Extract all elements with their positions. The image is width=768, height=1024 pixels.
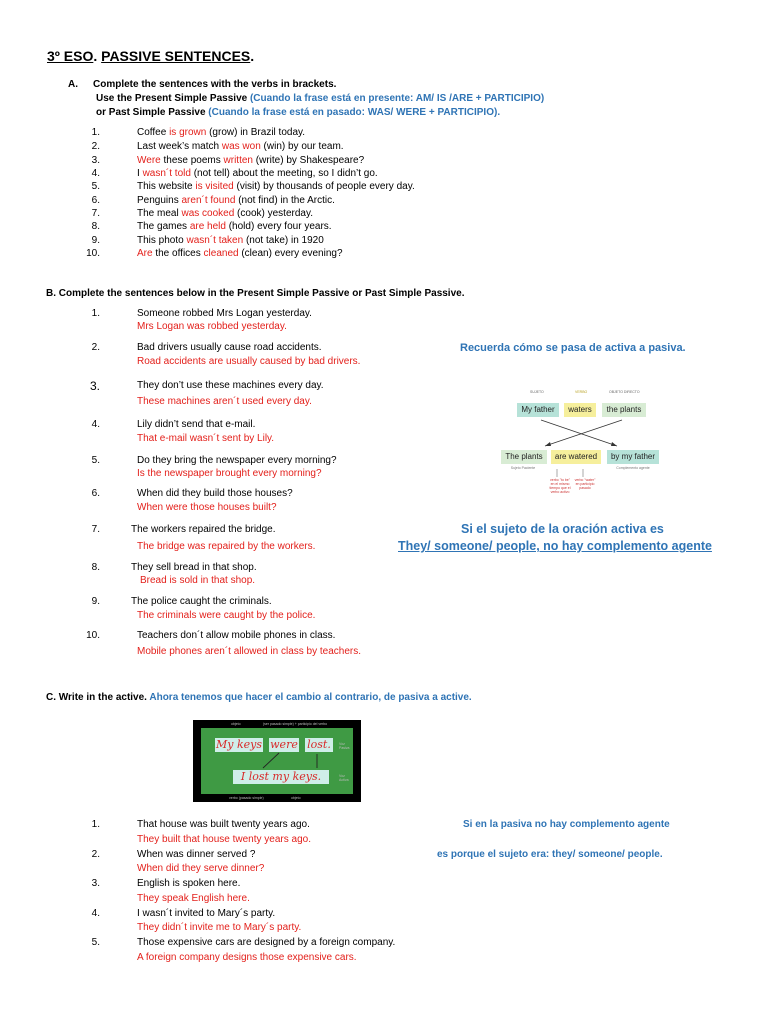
- header-objeto: OBJETO DIRECTO: [609, 390, 640, 394]
- green-board: [201, 728, 353, 794]
- box-the-plants-passive: The plants: [501, 450, 547, 464]
- item-number: 6.: [91, 195, 100, 206]
- item-number: 1.: [91, 127, 100, 138]
- exercise-c-question: Those expensive cars are designed by a foreign company.: [137, 937, 396, 948]
- note-sujeto-1: Si el sujeto de la oración activa es: [461, 522, 664, 536]
- sentence-text: (not take) in 1920: [243, 235, 324, 246]
- exercise-a-line: [137, 195, 335, 207]
- section-a-letter: A.: [68, 79, 78, 90]
- sentence-text: (grow) in Brazil today.: [206, 127, 306, 138]
- exercise-c-answer: They didn´t invite me to Mary´s party.: [137, 922, 302, 933]
- exercise-b-answer: The criminals were caught by the police.: [137, 610, 316, 621]
- exercise-c-answer: They speak English here.: [137, 893, 250, 904]
- sentence-text: Last week’s match: [137, 141, 222, 152]
- sentence-text: (not tell) about the meeting, so I didn’t go.: [190, 168, 378, 179]
- sub-participio: verbo "water" en participio pasado: [574, 478, 596, 490]
- exercise-a-line: [137, 168, 378, 180]
- exercise-b-question: Someone robbed Mrs Logan yesterday.: [137, 308, 312, 319]
- sentence-text: (write) by Shakespeare?: [252, 155, 365, 166]
- exercise-c-question: That house was built twenty years ago.: [137, 819, 310, 830]
- note-sujeto-2: They/ someone/ people, no hay complemento agente: [398, 539, 712, 553]
- item-number: 2.: [91, 342, 100, 353]
- label-bottom-objeto: objeto: [291, 796, 301, 800]
- exercise-c-answer: A foreign company designs those expensive cars.: [137, 952, 357, 963]
- exercise-b-question: Teachers don´t allow mobile phones in class.: [137, 630, 336, 641]
- exercise-c-question: I wasn´t invited to Mary´s party.: [137, 908, 276, 919]
- box-are-watered: are watered: [551, 450, 601, 464]
- exercise-b-answer: Bread is sold in that shop.: [140, 575, 256, 586]
- exercise-b-question: They don’t use these machines every day.: [137, 380, 324, 391]
- exercise-a-line: [137, 181, 415, 193]
- sentence-text: (hold) every four years.: [225, 221, 332, 232]
- line3-blue: (Cuando la frase está en pasado: WAS/ WERE + PARTICIPIO).: [208, 107, 501, 118]
- item-number: 1.: [91, 308, 100, 319]
- card-lost: lost.: [305, 738, 333, 752]
- item-number: 5.: [91, 181, 100, 192]
- section-a-instruction: Complete the sentences with the verbs in brackets.: [93, 79, 337, 90]
- exercise-a-line: [137, 208, 313, 220]
- item-number: 9.: [91, 235, 100, 246]
- card-my-keys: My keys: [215, 738, 262, 751]
- exercise-a-line: [137, 221, 332, 233]
- item-number: 3.: [89, 379, 100, 393]
- exercise-c-answer: They built that house twenty years ago.: [137, 834, 311, 845]
- item-number: 1.: [91, 819, 100, 830]
- item-number: 2.: [91, 849, 100, 860]
- sentence-text: This website: [137, 181, 196, 192]
- note-c-2: es porque el sujeto era: they/ someone/ people.: [437, 849, 663, 860]
- exercise-b-answer: These machines aren´t used every day.: [137, 396, 312, 407]
- answer-verb: is visited: [195, 181, 234, 192]
- exercise-b-question: The police caught the criminals.: [131, 596, 272, 607]
- line2-black: Use the Present Simple Passive: [96, 93, 250, 104]
- sentence-text: (not find) in the Arctic.: [235, 195, 335, 206]
- note-c-1: Si en la pasiva no hay complemento agente: [463, 819, 670, 830]
- exercise-a-line: [137, 127, 305, 139]
- sub-complemento: Complemento agente: [616, 466, 650, 470]
- sentence-text: (cook) yesterday.: [234, 208, 314, 219]
- exercise-c-answer: When did they serve dinner?: [137, 863, 265, 874]
- item-number: 5.: [91, 455, 100, 466]
- sentence-text: The games: [137, 221, 190, 232]
- page-title: [47, 48, 254, 64]
- sub-verbo: verbo "to be" en el mismo tiempo que el verbo activo: [549, 478, 571, 494]
- answer-verb: written: [223, 155, 253, 166]
- label-voz-pasiva: Voz Pasiva: [339, 742, 350, 750]
- item-number: 8.: [91, 221, 100, 232]
- answer-verb: Were: [137, 155, 161, 166]
- exercise-b-question: When did they build those houses?: [137, 488, 293, 499]
- exercise-b-answer: Road accidents are usually caused by bad drivers.: [137, 356, 361, 367]
- item-number: 9.: [91, 596, 100, 607]
- active-passive-diagram: [497, 386, 665, 494]
- sentence-text: the offices: [152, 248, 204, 259]
- card-were: were: [270, 738, 298, 751]
- label-top: (ser pasado simple) + participio del verbo: [263, 722, 328, 726]
- exercise-a-line: [137, 141, 344, 153]
- title-dot: .: [250, 48, 255, 64]
- item-number: 4.: [91, 908, 100, 919]
- answer-verb: Are: [137, 248, 153, 259]
- keys-arrows-svg: [201, 728, 353, 794]
- box-by-my-father: by my father: [607, 450, 659, 464]
- item-number: 4.: [91, 168, 100, 179]
- item-number: 7.: [91, 208, 100, 219]
- label-voz-activa: Voz Activa: [339, 774, 349, 782]
- item-number: 8.: [91, 562, 100, 573]
- sentence-text: Coffee: [137, 127, 170, 138]
- exercise-b-question: Do they bring the newspaper every morning?: [137, 455, 337, 466]
- answer-verb: was cooked: [181, 208, 235, 219]
- section-c-heading: [46, 692, 472, 704]
- item-number: 7.: [91, 524, 100, 535]
- sentence-text: these poems: [160, 155, 224, 166]
- title-course: 3º ESO: [47, 48, 94, 64]
- label-objeto-top: objeto: [231, 722, 241, 726]
- sentence-text: This photo: [137, 235, 187, 246]
- exercise-a-line: [137, 235, 324, 247]
- section-c-heading-black: C. Write in the active.: [46, 692, 150, 703]
- sentence-text: (clean) every evening?: [238, 248, 343, 259]
- box-waters: waters: [564, 403, 596, 417]
- exercise-b-answer: Mobile phones aren´t allowed in class by teachers.: [137, 646, 362, 657]
- label-bottom: verbo (pasado simple): [229, 796, 264, 800]
- exercise-c-question: When was dinner served ?: [137, 849, 256, 860]
- sentence-text: (visit) by thousands of people every day.: [233, 181, 415, 192]
- exercise-b-question: Bad drivers usually cause road accidents.: [137, 342, 322, 353]
- sentence-text: I: [137, 168, 143, 179]
- answer-verb: are held: [189, 221, 226, 232]
- answer-verb: aren´t found: [181, 195, 236, 206]
- item-number: 6.: [91, 488, 100, 499]
- passive-active-keys-image: [193, 720, 361, 802]
- box-the-plants: the plants: [602, 403, 646, 417]
- title-topic: PASSIVE SENTENCES: [101, 48, 251, 64]
- item-number: 2.: [91, 141, 100, 152]
- section-c-heading-blue: Ahora tenemos que hacer el cambio al contrario, de pasiva a active.: [149, 692, 472, 703]
- item-number: 10.: [86, 248, 100, 259]
- exercise-a-line: [137, 248, 343, 260]
- sentence-text: The meal: [137, 208, 182, 219]
- sentence-text: (win) by our team.: [260, 141, 344, 152]
- exercise-b-answer: Mrs Logan was robbed yesterday.: [137, 321, 287, 332]
- item-number: 3.: [91, 878, 100, 889]
- header-verbo: VERBO: [575, 390, 588, 394]
- line2-blue: (Cuando la frase está en presente: AM/ IS /ARE + PARTICIPIO): [249, 93, 545, 104]
- title-dot: .: [93, 48, 98, 64]
- section-b-heading: B. Complete the sentences below in the Present Simple Passive or Past Simple Passive.: [46, 288, 465, 299]
- item-number: 5.: [91, 937, 100, 948]
- answer-verb: was won: [221, 141, 261, 152]
- item-number: 4.: [91, 419, 100, 430]
- exercise-b-answer: Is the newspaper brought every morning?: [137, 468, 322, 479]
- header-sujeto: SUJETO: [530, 390, 544, 394]
- answer-verb: cleaned: [203, 248, 239, 259]
- sub-sujeto: Sujeto Paciente: [510, 466, 536, 470]
- answer-verb: wasn´t taken: [186, 235, 244, 246]
- exercise-b-question: They sell bread in that shop.: [131, 562, 257, 573]
- item-number: 3.: [91, 155, 100, 166]
- exercise-b-question: The workers repaired the bridge.: [131, 524, 276, 535]
- line3-black: or Past Simple Passive: [96, 107, 209, 118]
- exercise-b-answer: The bridge was repaired by the workers.: [137, 541, 316, 552]
- section-a-line3: [96, 107, 500, 119]
- exercise-c-question: English is spoken here.: [137, 878, 241, 889]
- sentence-text: Penguins: [137, 195, 182, 206]
- section-a-line2: [96, 93, 544, 105]
- box-my-father: My father: [517, 403, 559, 417]
- card-i-lost-my-keys: I lost my keys.: [233, 770, 329, 784]
- exercise-a-line: [137, 155, 364, 167]
- answer-verb: wasn´t told: [142, 168, 191, 179]
- item-number: 10.: [86, 630, 100, 641]
- exercise-b-answer: When were those houses built?: [137, 502, 277, 513]
- note-recuerda: Recuerda cómo se pasa de activa a pasiva.: [460, 342, 686, 354]
- answer-verb: is grown: [169, 127, 207, 138]
- exercise-b-question: Lily didn’t send that e-mail.: [137, 419, 256, 430]
- exercise-b-answer: That e-mail wasn´t sent by Lily.: [137, 433, 275, 444]
